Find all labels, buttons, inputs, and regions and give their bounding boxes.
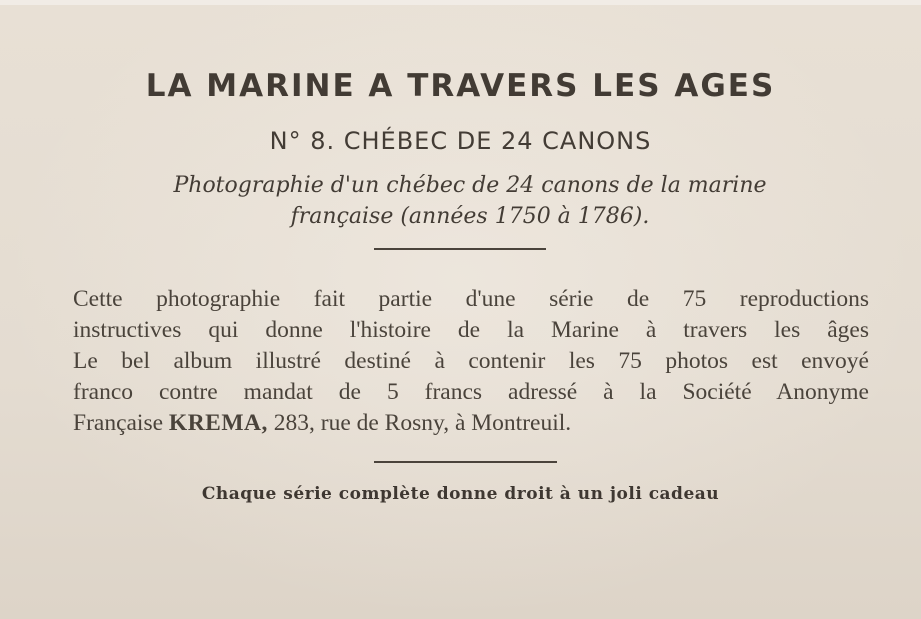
card-top-edge [0,0,921,5]
description-line-2: instructives qui donne l'histoire de la Marine à travers les âges [73,317,869,343]
divider-bottom [374,461,557,463]
photo-caption [70,170,870,232]
gift-notice: Chaque série complète donne droit à un joli cadeau [201,484,720,504]
description-line-4: franco contre mandat de 5 francs adressé à la Société Anonyme [73,379,869,405]
series-description [73,284,869,439]
divider-top [374,248,546,250]
caption-line-2: française (années 1750 à 1786). [290,204,650,229]
description-line-5-suffix: 283, rue de Rosny, à Montreuil. [273,410,572,436]
description-line-1: Cette photographie fait partie d'une série de 75 reproductions [73,286,869,312]
caption-line-1: Photographie d'un chébec de 24 canons de la marine [173,173,767,198]
description-line-5 [73,408,869,439]
description-line-5-prefix: Française [73,410,164,436]
card-subtitle: N° 8. CHÉBEC DE 24 CANONS [269,127,652,155]
series-title: LA MARINE A TRAVERS LES AGES [145,68,776,104]
brand-name: KREMA, [168,410,268,436]
description-line-3: Le bel album illustré destiné à contenir les 75 photos est envoyé [73,348,869,374]
